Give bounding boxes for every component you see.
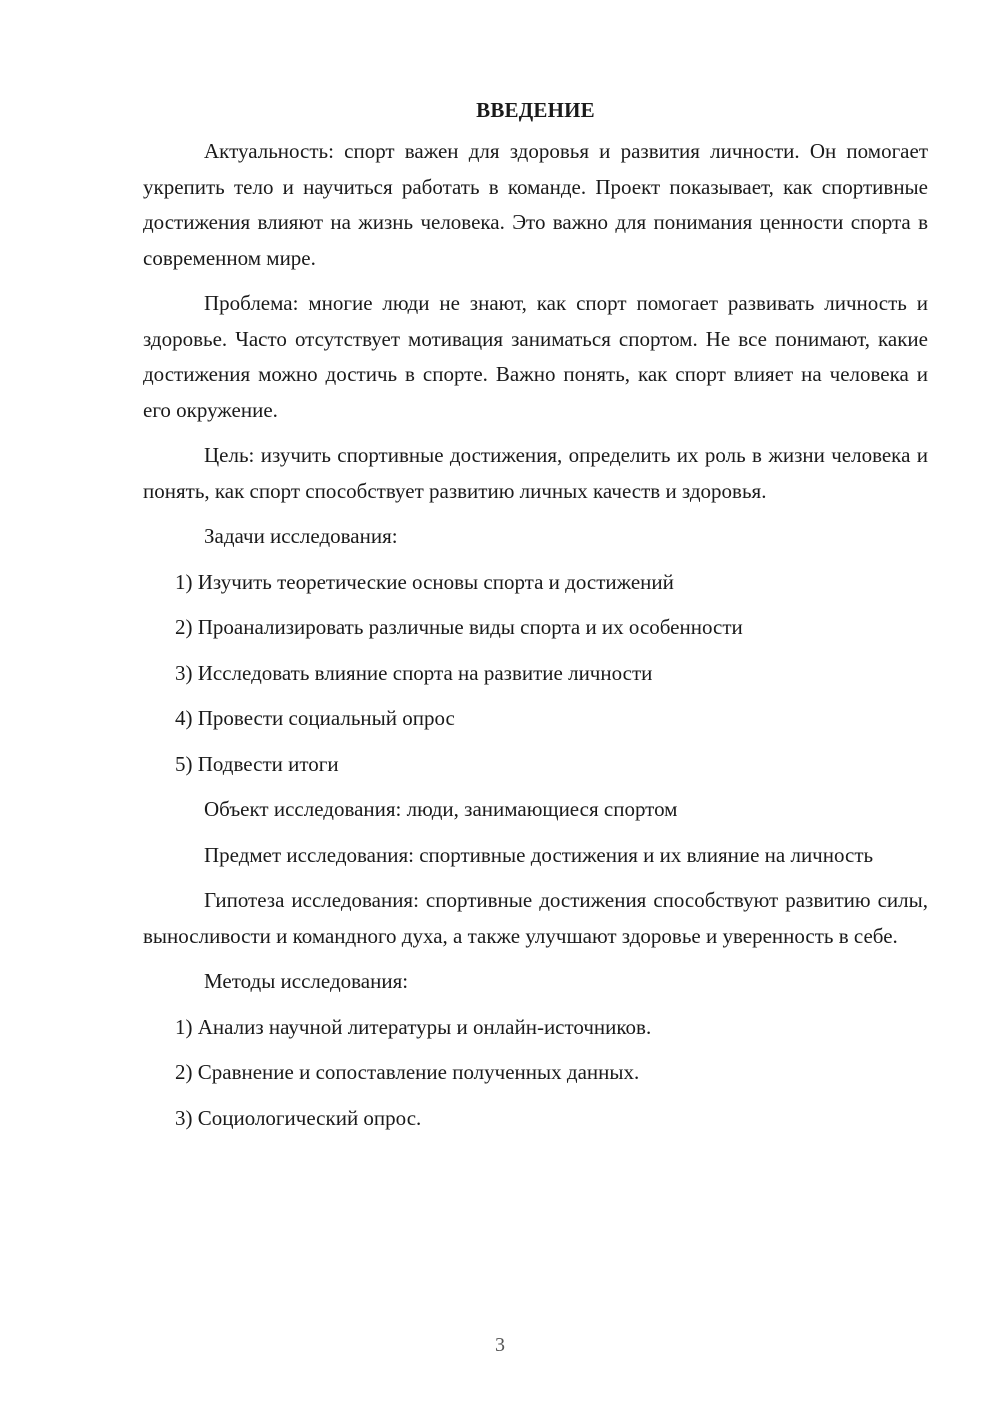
task-item-4: 4) Провести социальный опрос	[175, 706, 455, 730]
task-item-1: 1) Изучить теоретические основы спорта и достижений	[175, 569, 674, 594]
problem-paragraph: Проблема: многие люди не знают, как спорт помогает развивать личность и здоровье. Часто отсутствует мотивация заниматься спортом. Не все понимают, какие достижения можно достичь в спорте. Важно понять, как спорт влияет на человека и его окружение.	[143, 291, 928, 422]
task-item-3: 3) Исследовать влияние спорта на развитие личности	[175, 660, 653, 685]
document-page	[143, 92, 928, 1146]
relevance-paragraph: Актуальность: спорт важен для здоровья и развития личности. Он помогает укрепить тело и научиться работать в команде. Проект показывает, как спортивные достижения влияют на жизнь человека. Это важно для понимания ценности спорта в современном мире.	[143, 139, 928, 270]
method-item-3: 3) Социологический опрос.	[175, 1105, 422, 1130]
method-item-1: 1) Анализ научной литературы и онлайн-источников.	[175, 1014, 652, 1039]
goal-paragraph: Цель: изучить спортивные достижения, определить их роль в жизни человека и понять, как спорт способствует развитию личных качеств и здоровья.	[143, 443, 928, 503]
method-item-2: 2) Сравнение и сопоставление полученных данных.	[175, 1060, 640, 1084]
methods-heading: Методы исследования:	[204, 969, 409, 993]
page-number: 3	[495, 1334, 505, 1356]
hypothesis-paragraph: Гипотеза исследования: спортивные достижения способствуют развитию силы, выносливости и командного духа, а также улучшают здоровье и уверенность в себе.	[143, 888, 928, 948]
task-item-5: 5) Подвести итоги	[175, 751, 339, 776]
subject-paragraph: Предмет исследования: спортивные достижения и их влияние на личность	[204, 842, 874, 867]
section-title: ВВЕДЕНИЕ	[476, 98, 595, 122]
task-item-2: 2) Проанализировать различные виды спорта и их особенности	[175, 615, 743, 639]
tasks-heading: Задачи исследования:	[204, 524, 398, 548]
object-paragraph: Объект исследования: люди, занимающиеся спортом	[204, 797, 678, 821]
